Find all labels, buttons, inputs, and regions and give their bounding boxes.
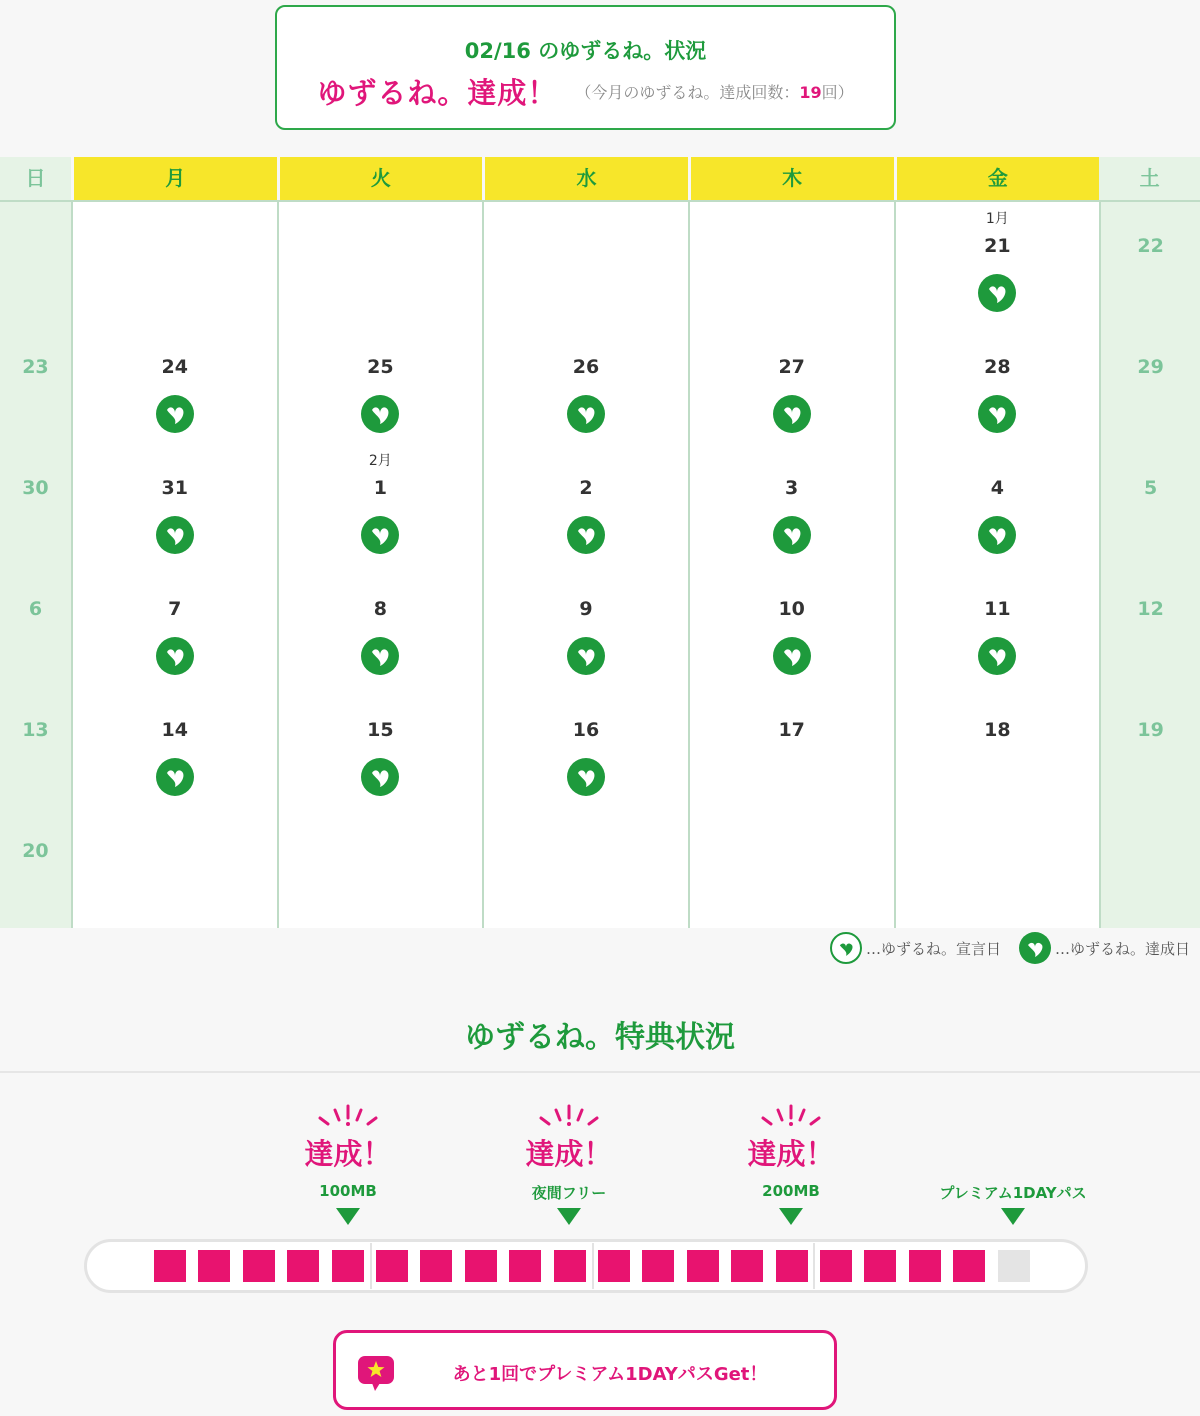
status-line xyxy=(277,71,894,112)
day-number: 3 xyxy=(785,477,799,499)
yuzurune-achieved-icon xyxy=(361,395,399,433)
calendar-day-cell xyxy=(688,323,894,444)
progress-block-filled xyxy=(642,1250,674,1282)
day-number: 7 xyxy=(168,598,182,620)
day-number: 20 xyxy=(22,840,49,862)
progress-block-filled xyxy=(909,1250,941,1282)
progress-block-filled xyxy=(864,1250,896,1282)
calendar-day-cell xyxy=(277,686,483,807)
day-number: 13 xyxy=(22,719,49,741)
calendar-day-cell xyxy=(0,444,71,565)
day-number: 24 xyxy=(161,356,188,378)
yuzurune-achieved-icon xyxy=(567,516,605,554)
calendar-week xyxy=(0,442,1200,563)
progress-block-filled xyxy=(554,1250,586,1282)
calendar-day-cell xyxy=(1099,686,1200,807)
milestone-arrow-icon xyxy=(1001,1208,1025,1225)
status-achieved-text: ゆずるね。達成！ xyxy=(317,76,558,110)
monthly-count-text xyxy=(575,83,853,102)
progress-block-filled xyxy=(376,1250,408,1282)
day-number: 6 xyxy=(28,598,43,620)
status-box xyxy=(275,5,896,130)
progress-block-filled xyxy=(598,1250,630,1282)
day-number: 27 xyxy=(778,356,805,378)
milestone-reward-label: 夜間フリー xyxy=(531,1184,607,1202)
yuzurune-achieved-icon xyxy=(361,637,399,675)
calendar-day-cell xyxy=(894,323,1100,444)
calendar-day-cell xyxy=(482,686,688,807)
progress-separator xyxy=(813,1243,815,1289)
calendar-day-cell xyxy=(1099,202,1200,323)
day-number: 2 xyxy=(579,477,593,499)
progress-block-filled xyxy=(953,1250,985,1282)
day-number: 23 xyxy=(22,356,49,378)
day-number: 29 xyxy=(1137,356,1164,378)
calendar-day-cell xyxy=(482,323,688,444)
calendar-day-cell xyxy=(0,565,71,686)
calendar-week xyxy=(0,684,1200,805)
calendar-week xyxy=(0,321,1200,442)
day-number: 5 xyxy=(1143,477,1158,499)
progress-block-filled xyxy=(420,1250,452,1282)
yuzurune-achieved-icon xyxy=(1019,932,1051,964)
calendar-day-cell xyxy=(0,202,71,323)
day-number: 12 xyxy=(1137,598,1164,620)
day-number: 11 xyxy=(984,598,1011,620)
calendar-day-cell xyxy=(277,807,483,928)
progress-separator xyxy=(592,1243,594,1289)
calendar-header xyxy=(0,157,1200,200)
benefit-milestone xyxy=(913,1104,1113,1229)
calendar-day-cell xyxy=(277,565,483,686)
benefit-milestone xyxy=(248,1104,448,1229)
milestone-achieved-label: 達成！ xyxy=(747,1137,835,1171)
yuzurune-achieved-icon xyxy=(773,637,811,675)
premium-pass-cta-button[interactable] xyxy=(333,1330,837,1410)
calendar-day-cell xyxy=(894,565,1100,686)
calendar-day-cell xyxy=(277,323,483,444)
calendar-day-cell xyxy=(688,686,894,807)
milestone-reward-label: 200MB xyxy=(762,1182,820,1200)
monthly-count-prefix: （今月のゆずるね。達成回数： xyxy=(575,83,800,102)
month-label: 2月 xyxy=(368,453,392,469)
yuzurune-achieved-icon xyxy=(978,274,1016,312)
calendar-day-cell xyxy=(894,686,1100,807)
weekday-header: 金 xyxy=(894,157,1100,200)
progress-block-filled xyxy=(243,1250,275,1282)
benefit-title: ゆずるね。特典状況 xyxy=(465,1020,735,1055)
yuzurune-achieved-icon xyxy=(567,395,605,433)
cta-label: あと1回でプレミアム1DAYパスGet！ xyxy=(452,1364,768,1385)
milestone-achieved-label: 達成！ xyxy=(304,1137,392,1171)
day-number: 22 xyxy=(1137,235,1164,257)
status-title: 02/16 のゆずるね。状況 xyxy=(464,39,707,63)
day-number: 1 xyxy=(373,477,387,499)
milestone-arrow-icon xyxy=(779,1208,803,1225)
yuzurune-achieved-icon xyxy=(156,637,194,675)
milestone-arrow-icon xyxy=(557,1208,581,1225)
calendar-day-cell xyxy=(71,686,277,807)
weekday-header: 土 xyxy=(1099,157,1200,200)
benefit-milestone xyxy=(691,1104,891,1229)
weekday-header: 日 xyxy=(0,157,71,200)
calendar-day-cell xyxy=(71,444,277,565)
yuzurune-achieved-icon xyxy=(361,516,399,554)
progress-block-filled xyxy=(287,1250,319,1282)
calendar-body xyxy=(0,200,1200,926)
day-number: 25 xyxy=(367,356,394,378)
day-number: 30 xyxy=(22,477,49,499)
calendar-week xyxy=(0,563,1200,684)
yuzurune-achieved-icon xyxy=(361,758,399,796)
progress-block-filled xyxy=(509,1250,541,1282)
calendar-day-cell xyxy=(1099,565,1200,686)
calendar-day-cell xyxy=(277,444,483,565)
calendar-day-cell xyxy=(482,565,688,686)
milestone-reward-label: プレミアム1DAYパス xyxy=(939,1184,1087,1202)
day-number: 15 xyxy=(367,719,394,741)
calendar-day-cell xyxy=(482,807,688,928)
calendar-day-cell xyxy=(71,202,277,323)
yuzurune-achieved-icon xyxy=(773,395,811,433)
calendar xyxy=(0,157,1200,926)
calendar-day-cell xyxy=(688,807,894,928)
calendar-day-cell xyxy=(71,807,277,928)
progress-separator xyxy=(370,1243,372,1289)
day-number: 14 xyxy=(161,719,188,741)
calendar-day-cell xyxy=(0,323,71,444)
calendar-day-cell xyxy=(688,565,894,686)
calendar-day-cell xyxy=(1099,444,1200,565)
day-number: 26 xyxy=(572,356,600,378)
calendar-day-cell xyxy=(482,202,688,323)
calendar-day-cell xyxy=(894,444,1100,565)
milestone-arrow-icon xyxy=(336,1208,360,1225)
yuzurune-achieved-icon xyxy=(978,516,1016,554)
legend-achieved xyxy=(1019,932,1190,964)
yuzurune-achieved-icon xyxy=(156,516,194,554)
legend-achieved-label: …ゆずるね。達成日 xyxy=(1054,939,1190,958)
progress-block-filled xyxy=(820,1250,852,1282)
benefit-milestone xyxy=(469,1104,669,1229)
day-number: 19 xyxy=(1137,719,1164,741)
calendar-day-cell xyxy=(894,807,1100,928)
monthly-count-value: 19 xyxy=(799,83,822,102)
calendar-day-cell xyxy=(71,565,277,686)
calendar-legend xyxy=(830,932,1190,964)
divider xyxy=(0,1071,1200,1073)
day-number: 9 xyxy=(579,598,593,620)
yuzurune-achieved-icon xyxy=(773,516,811,554)
progress-block-filled xyxy=(332,1250,364,1282)
calendar-day-cell xyxy=(71,323,277,444)
calendar-day-cell xyxy=(688,444,894,565)
calendar-day-cell xyxy=(894,202,1100,323)
progress-block-filled xyxy=(465,1250,497,1282)
day-number: 10 xyxy=(778,598,805,620)
calendar-week xyxy=(0,200,1200,321)
milestone-achieved-label: 達成！ xyxy=(525,1137,613,1171)
sparkle-icon xyxy=(308,1104,388,1130)
yuzurune-achieved-icon xyxy=(156,395,194,433)
progress-block-filled xyxy=(776,1250,808,1282)
calendar-day-cell xyxy=(0,686,71,807)
progress-block-filled xyxy=(687,1250,719,1282)
yuzurune-achieved-icon xyxy=(978,395,1016,433)
sparkle-icon xyxy=(751,1104,831,1130)
yuzurune-achieved-icon xyxy=(567,758,605,796)
yuzurune-achieved-icon xyxy=(978,637,1016,675)
day-number: 8 xyxy=(373,598,387,620)
legend-declared xyxy=(830,932,1001,964)
calendar-day-cell xyxy=(482,444,688,565)
progress-block-filled xyxy=(198,1250,230,1282)
yuzurune-achieved-icon xyxy=(567,637,605,675)
day-number: 18 xyxy=(984,719,1011,741)
star-bubble-icon xyxy=(356,1353,396,1393)
sparkle-icon xyxy=(529,1104,609,1130)
yuzurune-achieved-icon xyxy=(156,758,194,796)
day-number: 28 xyxy=(984,356,1011,378)
day-number: 17 xyxy=(778,719,805,741)
day-number: 16 xyxy=(572,719,600,741)
day-number: 21 xyxy=(984,235,1011,257)
yuzurune-declared-icon xyxy=(830,932,862,964)
day-number: 31 xyxy=(161,477,188,499)
progress-block-filled xyxy=(154,1250,186,1282)
weekday-header: 水 xyxy=(482,157,688,200)
month-label: 1月 xyxy=(985,211,1009,227)
milestone-reward-label: 100MB xyxy=(319,1182,377,1200)
legend-declared-label: …ゆずるね。宣言日 xyxy=(865,939,1001,958)
weekday-header: 木 xyxy=(688,157,894,200)
calendar-day-cell xyxy=(1099,323,1200,444)
calendar-day-cell xyxy=(1099,807,1200,928)
monthly-count-suffix: 回） xyxy=(821,83,854,102)
progress-block-filled xyxy=(731,1250,763,1282)
calendar-week xyxy=(0,805,1200,926)
weekday-header: 火 xyxy=(277,157,483,200)
calendar-day-cell xyxy=(0,807,71,928)
progress-block-empty xyxy=(998,1250,1030,1282)
day-number: 4 xyxy=(990,477,1004,499)
calendar-day-cell xyxy=(277,202,483,323)
weekday-header: 月 xyxy=(71,157,277,200)
calendar-day-cell xyxy=(688,202,894,323)
